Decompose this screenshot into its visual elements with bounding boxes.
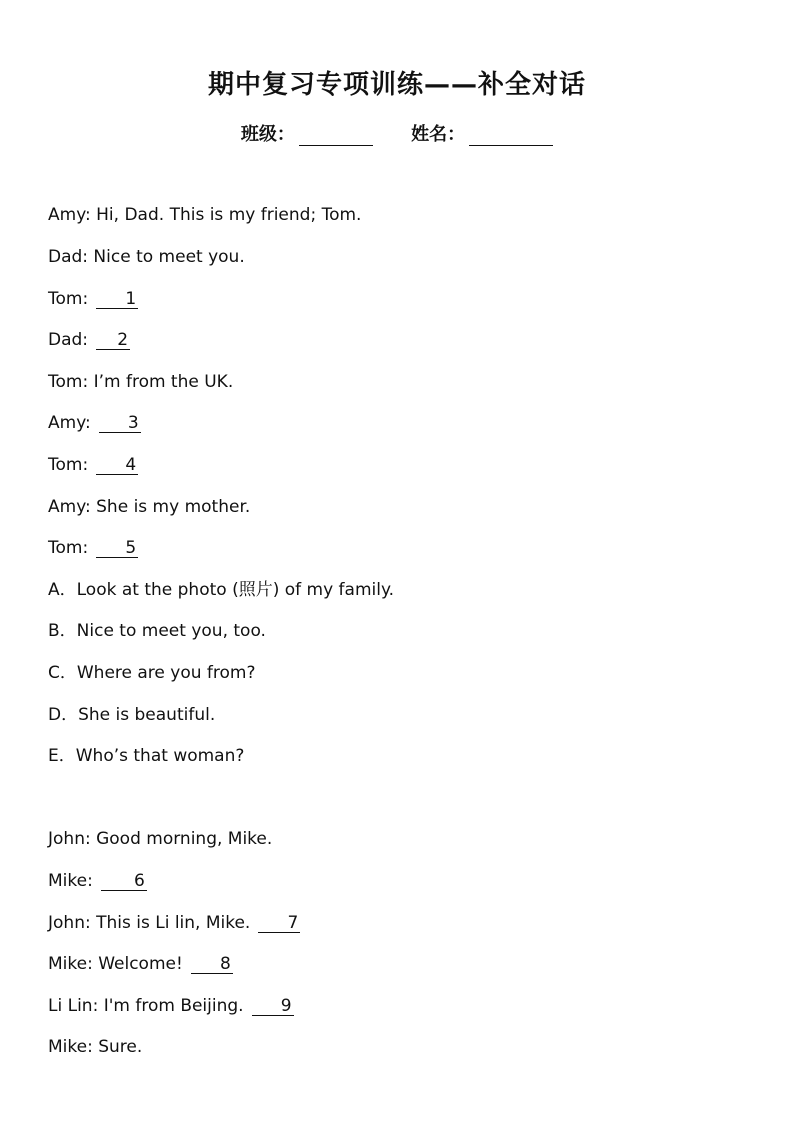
student-info (0, 120, 794, 146)
name-label: 姓名： (411, 124, 466, 145)
option-item: C．Where are you from? (48, 663, 256, 683)
dialogue-line (48, 496, 250, 518)
dialogue-line (48, 953, 233, 975)
dialogue-line (48, 371, 233, 393)
dialogue-line (48, 246, 245, 268)
dialogue-text: Tom: (48, 455, 89, 475)
dialogue-line (48, 537, 138, 559)
answer-blank[interactable]: 5 (96, 539, 138, 558)
page-title: 期中复习专项训练——补全对话 (207, 70, 586, 100)
dialogue-text: Tom: (48, 289, 89, 309)
answer-blank[interactable]: 9 (252, 997, 294, 1016)
dialogue-text: John: This is Li lin, Mike. (48, 913, 251, 933)
dialogue-line (48, 870, 147, 892)
answer-blank[interactable]: 7 (258, 914, 300, 933)
answer-blank[interactable]: 3 (99, 414, 141, 433)
option-item: D．She is beautiful. (48, 705, 216, 725)
dialogue-line (48, 1036, 142, 1058)
dialogue-text: Mike: Sure. (48, 1037, 143, 1057)
name-field (411, 120, 553, 146)
name-blank[interactable] (469, 127, 553, 146)
dialogue-text: Tom: I’m from the UK. (48, 372, 234, 392)
class-blank[interactable] (299, 127, 373, 146)
dialogue-line (48, 329, 130, 351)
dialogue-text: Amy: She is my mother. (48, 497, 251, 517)
answer-blank[interactable]: 4 (96, 456, 138, 475)
answer-blank[interactable]: 2 (96, 331, 130, 350)
answer-blank[interactable]: 1 (96, 290, 138, 309)
dialogue-text: Mike: Welcome! (48, 954, 183, 974)
dialogue-text: Dad: (48, 330, 89, 350)
option-item: E．Who’s that woman? (48, 746, 245, 766)
dialogue-line (48, 995, 294, 1017)
dialogue-text: Mike: (48, 871, 93, 891)
class-label: 班级： (240, 124, 295, 145)
dialogue-text: Li Lin: I'm from Beijing. (48, 996, 244, 1016)
answer-blank[interactable]: 6 (101, 872, 147, 891)
dialogue-text: Tom: (48, 538, 89, 558)
dialogue-text: Amy: (48, 413, 91, 433)
dialogue-line (48, 412, 141, 434)
dialogue-line (48, 288, 138, 310)
option-item: A．Look at the photo (照片) of my family. (48, 580, 395, 600)
answer-blank[interactable]: 8 (191, 955, 233, 974)
dialogue-text: Dad: Nice to meet you. (48, 247, 245, 267)
dialogue-line (48, 828, 272, 850)
option-item: B．Nice to meet you, too. (48, 621, 266, 641)
dialogue-line (48, 204, 361, 226)
class-field (241, 120, 373, 146)
dialogue-line (48, 912, 300, 934)
dialogue-text: Amy: Hi, Dad. This is my friend; Tom. (48, 205, 362, 225)
dialogue-line (48, 454, 138, 476)
dialogue-text: John: Good morning, Mike. (48, 829, 273, 849)
